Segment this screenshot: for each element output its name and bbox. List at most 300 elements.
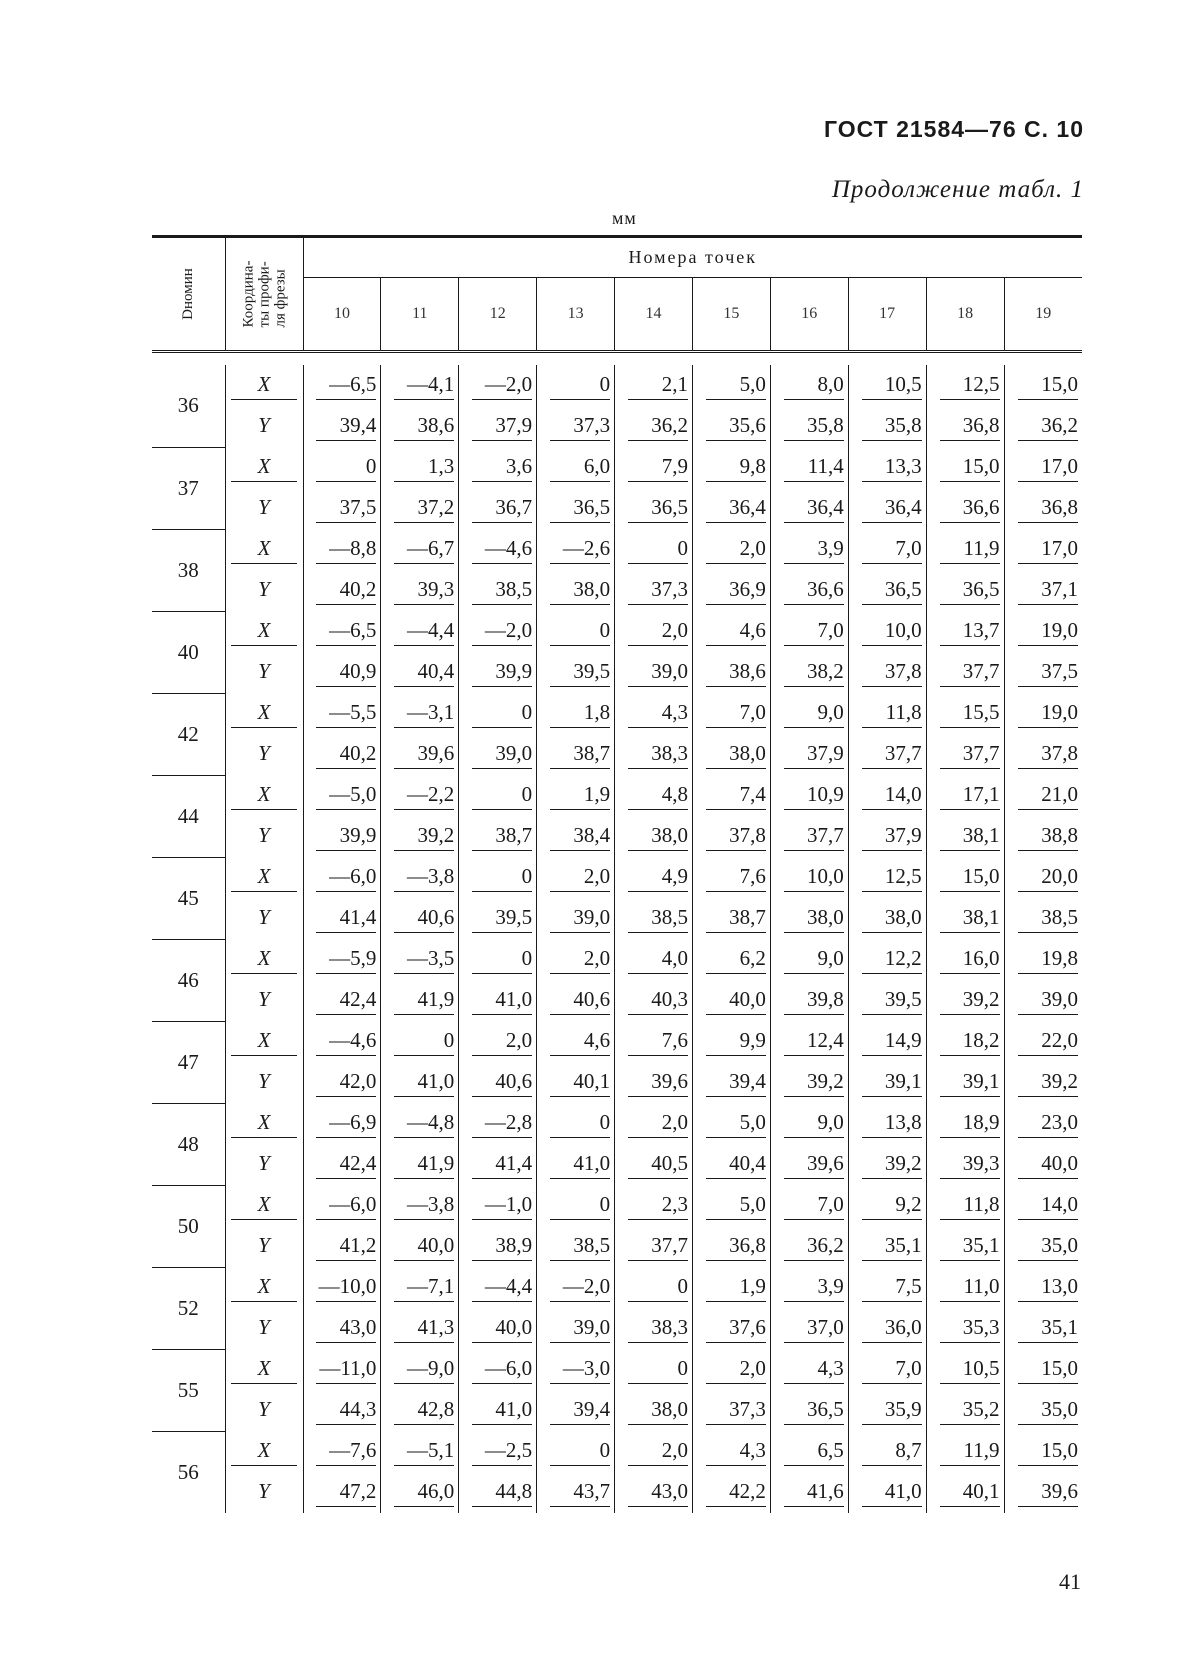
table-row [152, 857, 1082, 898]
value-cell: 3,9 [770, 529, 848, 570]
value-cell: 1,9 [692, 1267, 770, 1308]
table-row [152, 365, 1082, 406]
value-cell: 37,7 [770, 816, 848, 857]
value-cell: 41,9 [381, 980, 459, 1021]
value-cell: 13,3 [848, 447, 926, 488]
coordinate-label-cell: Y [225, 734, 303, 775]
value-cell: 17,0 [1004, 529, 1082, 570]
coordinate-label-cell: Y [225, 1144, 303, 1185]
value-cell: 17,0 [1004, 447, 1082, 488]
value-cell: 0 [303, 447, 381, 488]
value-cell: 40,5 [615, 1144, 693, 1185]
value-cell: 7,4 [692, 775, 770, 816]
coordinate-label-cell: X [225, 1021, 303, 1062]
value-cell: 9,8 [692, 447, 770, 488]
point-number-header: 11 [381, 278, 459, 352]
value-cell: —2,2 [381, 775, 459, 816]
coordinate-label-cell: X [225, 1267, 303, 1308]
value-cell: —6,0 [303, 1185, 381, 1226]
value-cell: 39,2 [770, 1062, 848, 1103]
value-cell: 19,8 [1004, 939, 1082, 980]
value-cell: 0 [459, 857, 537, 898]
value-cell: 36,2 [1004, 406, 1082, 447]
value-cell: 2,0 [537, 939, 615, 980]
coordinate-label-cell: Y [225, 898, 303, 939]
point-number-header: 13 [537, 278, 615, 352]
value-cell: 41,0 [537, 1144, 615, 1185]
value-cell: 40,6 [537, 980, 615, 1021]
value-cell: 23,0 [1004, 1103, 1082, 1144]
value-cell: 40,0 [459, 1308, 537, 1349]
value-cell: 38,5 [615, 898, 693, 939]
value-cell: 37,9 [848, 816, 926, 857]
value-cell: 2,0 [692, 1349, 770, 1390]
value-cell: 36,5 [537, 488, 615, 529]
value-cell: —5,9 [303, 939, 381, 980]
value-cell: 43,0 [303, 1308, 381, 1349]
value-cell: 39,1 [926, 1062, 1004, 1103]
document-header: ГОСТ 21584—76 С. 10 [823, 116, 1084, 142]
table-row [152, 1267, 1082, 1308]
table-row [152, 898, 1082, 939]
value-cell: 39,2 [381, 816, 459, 857]
table-row [152, 570, 1082, 611]
value-cell: 2,0 [615, 611, 693, 652]
value-cell: 47,2 [303, 1472, 381, 1513]
value-cell: 40,2 [303, 570, 381, 611]
value-cell: 39,0 [1004, 980, 1082, 1021]
table-row [152, 1144, 1082, 1185]
value-cell: 12,2 [848, 939, 926, 980]
value-cell: 0 [459, 693, 537, 734]
value-cell: 40,4 [381, 652, 459, 693]
value-cell: 38,6 [692, 652, 770, 693]
value-cell: 41,0 [459, 980, 537, 1021]
value-cell: 39,3 [381, 570, 459, 611]
table-row [152, 1390, 1082, 1431]
value-cell: —3,0 [537, 1349, 615, 1390]
value-cell: —3,1 [381, 693, 459, 734]
value-cell: 11,0 [926, 1267, 1004, 1308]
value-cell: —10,0 [303, 1267, 381, 1308]
value-cell: 37,0 [770, 1308, 848, 1349]
d-nominal-cell: 42 [152, 693, 225, 775]
value-cell: —6,0 [459, 1349, 537, 1390]
value-cell: 2,1 [615, 365, 693, 406]
d-nominal-cell: 48 [152, 1103, 225, 1185]
value-cell: 3,6 [459, 447, 537, 488]
value-cell: 36,6 [770, 570, 848, 611]
value-cell: 40,1 [926, 1472, 1004, 1513]
coordinate-label-cell: Y [225, 1226, 303, 1267]
coordinate-label-cell: X [225, 857, 303, 898]
coordinate-label-cell: Y [225, 1308, 303, 1349]
value-cell: 0 [459, 775, 537, 816]
coordinate-label-cell: Y [225, 1062, 303, 1103]
value-cell: 39,9 [459, 652, 537, 693]
value-cell: 22,0 [1004, 1021, 1082, 1062]
value-cell: 37,7 [926, 734, 1004, 775]
value-cell: 40,2 [303, 734, 381, 775]
value-cell: —7,6 [303, 1431, 381, 1472]
value-cell: 21,0 [1004, 775, 1082, 816]
value-cell: 7,0 [770, 611, 848, 652]
value-cell: 7,5 [848, 1267, 926, 1308]
value-cell: 4,8 [615, 775, 693, 816]
value-cell: 39,5 [459, 898, 537, 939]
value-cell: 15,0 [926, 857, 1004, 898]
d-nominal-cell: 56 [152, 1431, 225, 1513]
coordinate-label-cell: X [225, 939, 303, 980]
value-cell: 36,2 [770, 1226, 848, 1267]
table-row [152, 447, 1082, 488]
value-cell: —2,8 [459, 1103, 537, 1144]
value-cell: 13,0 [1004, 1267, 1082, 1308]
value-cell: 39,6 [1004, 1472, 1082, 1513]
value-cell: 37,6 [692, 1308, 770, 1349]
value-cell: 41,0 [381, 1062, 459, 1103]
value-cell: —9,0 [381, 1349, 459, 1390]
value-cell: 18,9 [926, 1103, 1004, 1144]
value-cell: 2,3 [615, 1185, 693, 1226]
value-cell: 39,4 [692, 1062, 770, 1103]
value-cell: 36,5 [770, 1390, 848, 1431]
d-nominal-cell: 50 [152, 1185, 225, 1267]
value-cell: 8,7 [848, 1431, 926, 1472]
value-cell: 35,0 [1004, 1226, 1082, 1267]
value-cell: 36,9 [692, 570, 770, 611]
d-nominal-label: Dномин [180, 268, 197, 320]
value-cell: 42,4 [303, 1144, 381, 1185]
value-cell: 10,0 [770, 857, 848, 898]
value-cell: 2,0 [537, 857, 615, 898]
column-header-d-nominal [152, 237, 225, 352]
value-cell: 10,9 [770, 775, 848, 816]
value-cell: 4,3 [770, 1349, 848, 1390]
table-row [152, 488, 1082, 529]
value-cell: 35,8 [770, 406, 848, 447]
value-cell: 37,7 [848, 734, 926, 775]
value-cell: 13,8 [848, 1103, 926, 1144]
value-cell: 39,2 [1004, 1062, 1082, 1103]
value-cell: 0 [537, 365, 615, 406]
value-cell: —3,5 [381, 939, 459, 980]
value-cell: 15,0 [1004, 1431, 1082, 1472]
value-cell: —2,0 [459, 365, 537, 406]
value-cell: 37,8 [1004, 734, 1082, 775]
value-cell: 40,9 [303, 652, 381, 693]
table-row [152, 1349, 1082, 1390]
value-cell: 9,0 [770, 693, 848, 734]
value-cell: 9,0 [770, 939, 848, 980]
value-cell: 41,2 [303, 1226, 381, 1267]
value-cell: —2,6 [537, 529, 615, 570]
value-cell: 14,0 [848, 775, 926, 816]
value-cell: 40,0 [1004, 1144, 1082, 1185]
value-cell: 46,0 [381, 1472, 459, 1513]
table-row [152, 1021, 1082, 1062]
value-cell: 38,6 [381, 406, 459, 447]
value-cell: 40,0 [381, 1226, 459, 1267]
table-row [152, 734, 1082, 775]
value-cell: 35,1 [848, 1226, 926, 1267]
value-cell: 0 [615, 529, 693, 570]
value-cell: 38,0 [848, 898, 926, 939]
value-cell: 36,7 [459, 488, 537, 529]
table-row [152, 1472, 1082, 1513]
value-cell: 35,1 [926, 1226, 1004, 1267]
value-cell: 19,0 [1004, 611, 1082, 652]
value-cell: 0 [537, 611, 615, 652]
value-cell: 15,0 [1004, 1349, 1082, 1390]
coordinate-label-cell: X [225, 447, 303, 488]
coordinate-label-cell: X [225, 1431, 303, 1472]
value-cell: 39,6 [770, 1144, 848, 1185]
value-cell: 36,4 [692, 488, 770, 529]
value-cell: 11,8 [926, 1185, 1004, 1226]
value-cell: 39,2 [848, 1144, 926, 1185]
d-nominal-cell: 46 [152, 939, 225, 1021]
d-nominal-cell: 36 [152, 365, 225, 447]
value-cell: 38,7 [692, 898, 770, 939]
coordinate-label-cell: X [225, 529, 303, 570]
value-cell: 36,8 [692, 1226, 770, 1267]
coordinate-label-cell: Y [225, 570, 303, 611]
value-cell: 4,3 [615, 693, 693, 734]
value-cell: 14,0 [1004, 1185, 1082, 1226]
coordinate-label-cell: X [225, 1185, 303, 1226]
value-cell: —1,0 [459, 1185, 537, 1226]
value-cell: 10,5 [848, 365, 926, 406]
value-cell: —4,8 [381, 1103, 459, 1144]
value-cell: 42,2 [692, 1472, 770, 1513]
value-cell: 39,4 [303, 406, 381, 447]
d-nominal-cell: 44 [152, 775, 225, 857]
value-cell: 1,8 [537, 693, 615, 734]
value-cell: 38,0 [692, 734, 770, 775]
value-cell: 12,5 [848, 857, 926, 898]
point-number-header: 19 [1004, 278, 1082, 352]
value-cell: 4,9 [615, 857, 693, 898]
value-cell: 36,6 [926, 488, 1004, 529]
value-cell: 38,0 [770, 898, 848, 939]
table-row [152, 529, 1082, 570]
value-cell: 0 [537, 1185, 615, 1226]
value-cell: 3,9 [770, 1267, 848, 1308]
coordinate-label-cell: Y [225, 980, 303, 1021]
value-cell: 7,0 [770, 1185, 848, 1226]
value-cell: 11,9 [926, 529, 1004, 570]
value-cell: 38,8 [1004, 816, 1082, 857]
value-cell: 42,4 [303, 980, 381, 1021]
value-cell: 35,3 [926, 1308, 1004, 1349]
column-group-point-numbers: Номера точек [303, 237, 1082, 278]
table-row [152, 1226, 1082, 1267]
value-cell: 37,9 [459, 406, 537, 447]
value-cell: 7,6 [615, 1021, 693, 1062]
value-cell: 6,0 [537, 447, 615, 488]
table-caption: Продолжение табл. 1 [831, 176, 1084, 203]
value-cell: 10,5 [926, 1349, 1004, 1390]
value-cell: 37,5 [1004, 652, 1082, 693]
point-number-header: 12 [459, 278, 537, 352]
table-row [152, 652, 1082, 693]
value-cell: —6,7 [381, 529, 459, 570]
table-row [152, 816, 1082, 857]
value-cell: 7,9 [615, 447, 693, 488]
value-cell: —6,9 [303, 1103, 381, 1144]
value-cell: 12,5 [926, 365, 1004, 406]
value-cell: 9,9 [692, 1021, 770, 1062]
coordinate-label-cell: Y [225, 406, 303, 447]
table-row [152, 406, 1082, 447]
value-cell: 15,0 [1004, 365, 1082, 406]
value-cell: 38,3 [615, 734, 693, 775]
value-cell: 20,0 [1004, 857, 1082, 898]
table-row [152, 693, 1082, 734]
value-cell: 35,6 [692, 406, 770, 447]
coordinate-label-cell: X [225, 693, 303, 734]
value-cell: 35,9 [848, 1390, 926, 1431]
value-cell: 2,0 [459, 1021, 537, 1062]
value-cell: 39,3 [926, 1144, 1004, 1185]
coordinate-label-cell: Y [225, 816, 303, 857]
value-cell: 4,0 [615, 939, 693, 980]
point-number-header: 10 [303, 278, 381, 352]
value-cell: 37,7 [926, 652, 1004, 693]
value-cell: —4,6 [303, 1021, 381, 1062]
value-cell: —11,0 [303, 1349, 381, 1390]
column-header-coordinates [225, 237, 303, 352]
value-cell: 5,0 [692, 1185, 770, 1226]
table-row [152, 1103, 1082, 1144]
value-cell: 36,4 [848, 488, 926, 529]
value-cell: 37,1 [1004, 570, 1082, 611]
value-cell: 42,8 [381, 1390, 459, 1431]
value-cell: 7,0 [848, 529, 926, 570]
table-row [152, 939, 1082, 980]
value-cell: 9,0 [770, 1103, 848, 1144]
value-cell: 5,0 [692, 365, 770, 406]
value-cell: 35,0 [1004, 1390, 1082, 1431]
value-cell: 39,0 [615, 652, 693, 693]
value-cell: —3,8 [381, 857, 459, 898]
value-cell: 37,2 [381, 488, 459, 529]
value-cell: 11,8 [848, 693, 926, 734]
value-cell: —6,5 [303, 365, 381, 406]
table-row [152, 1185, 1082, 1226]
d-nominal-cell: 47 [152, 1021, 225, 1103]
value-cell: 18,2 [926, 1021, 1004, 1062]
table-row [152, 1062, 1082, 1103]
value-cell: 39,2 [926, 980, 1004, 1021]
value-cell: 10,0 [848, 611, 926, 652]
coordinates-label: Координа- ты профи- ля фрезы [240, 260, 288, 327]
value-cell: —6,0 [303, 857, 381, 898]
value-cell: 38,4 [537, 816, 615, 857]
value-cell: 4,6 [537, 1021, 615, 1062]
value-cell: —7,1 [381, 1267, 459, 1308]
value-cell: 15,0 [926, 447, 1004, 488]
page-number: 41 [1059, 1569, 1081, 1594]
value-cell: 36,5 [848, 570, 926, 611]
point-number-header: 17 [848, 278, 926, 352]
value-cell: 40,3 [615, 980, 693, 1021]
value-cell: —6,5 [303, 611, 381, 652]
value-cell: —5,5 [303, 693, 381, 734]
value-cell: 40,0 [692, 980, 770, 1021]
value-cell: 37,8 [692, 816, 770, 857]
value-cell: —5,1 [381, 1431, 459, 1472]
value-cell: 40,6 [459, 1062, 537, 1103]
value-cell: 37,3 [615, 570, 693, 611]
value-cell: 2,0 [615, 1103, 693, 1144]
value-cell: 44,3 [303, 1390, 381, 1431]
value-cell: 41,9 [381, 1144, 459, 1185]
value-cell: 39,4 [537, 1390, 615, 1431]
value-cell: 37,3 [537, 406, 615, 447]
value-cell: 6,2 [692, 939, 770, 980]
point-number-header: 15 [692, 278, 770, 352]
value-cell: 41,4 [459, 1144, 537, 1185]
value-cell: 36,8 [1004, 488, 1082, 529]
value-cell: 38,0 [615, 816, 693, 857]
value-cell: 38,9 [459, 1226, 537, 1267]
value-cell: 40,4 [692, 1144, 770, 1185]
value-cell: 41,4 [303, 898, 381, 939]
d-nominal-cell: 37 [152, 447, 225, 529]
coordinate-label-cell: X [225, 1103, 303, 1144]
point-number-header: 18 [926, 278, 1004, 352]
value-cell: 38,7 [537, 734, 615, 775]
value-cell: —3,8 [381, 1185, 459, 1226]
coordinate-label-cell: Y [225, 1390, 303, 1431]
value-cell: —2,0 [459, 611, 537, 652]
value-cell: 1,9 [537, 775, 615, 816]
point-number-header: 14 [615, 278, 693, 352]
value-cell: 39,8 [770, 980, 848, 1021]
value-cell: 39,6 [615, 1062, 693, 1103]
value-cell: 43,0 [615, 1472, 693, 1513]
value-cell: 0 [537, 1103, 615, 1144]
value-cell: 41,6 [770, 1472, 848, 1513]
value-cell: 0 [537, 1431, 615, 1472]
table-row [152, 611, 1082, 652]
value-cell: 38,0 [615, 1390, 693, 1431]
value-cell: 41,0 [848, 1472, 926, 1513]
table-row [152, 1308, 1082, 1349]
value-cell: 16,0 [926, 939, 1004, 980]
coordinate-label-cell: X [225, 775, 303, 816]
value-cell: 39,0 [537, 1308, 615, 1349]
table-row [152, 1431, 1082, 1472]
d-nominal-cell: 40 [152, 611, 225, 693]
value-cell: 6,5 [770, 1431, 848, 1472]
value-cell: 35,2 [926, 1390, 1004, 1431]
d-nominal-cell: 52 [152, 1267, 225, 1349]
value-cell: 36,4 [770, 488, 848, 529]
value-cell: —2,5 [459, 1431, 537, 1472]
value-cell: 11,4 [770, 447, 848, 488]
d-nominal-cell: 38 [152, 529, 225, 611]
value-cell: 5,0 [692, 1103, 770, 1144]
value-cell: 12,4 [770, 1021, 848, 1062]
value-cell: 37,8 [848, 652, 926, 693]
value-cell: 39,0 [537, 898, 615, 939]
coordinate-label-cell: X [225, 611, 303, 652]
value-cell: 38,2 [770, 652, 848, 693]
value-cell: 7,6 [692, 857, 770, 898]
